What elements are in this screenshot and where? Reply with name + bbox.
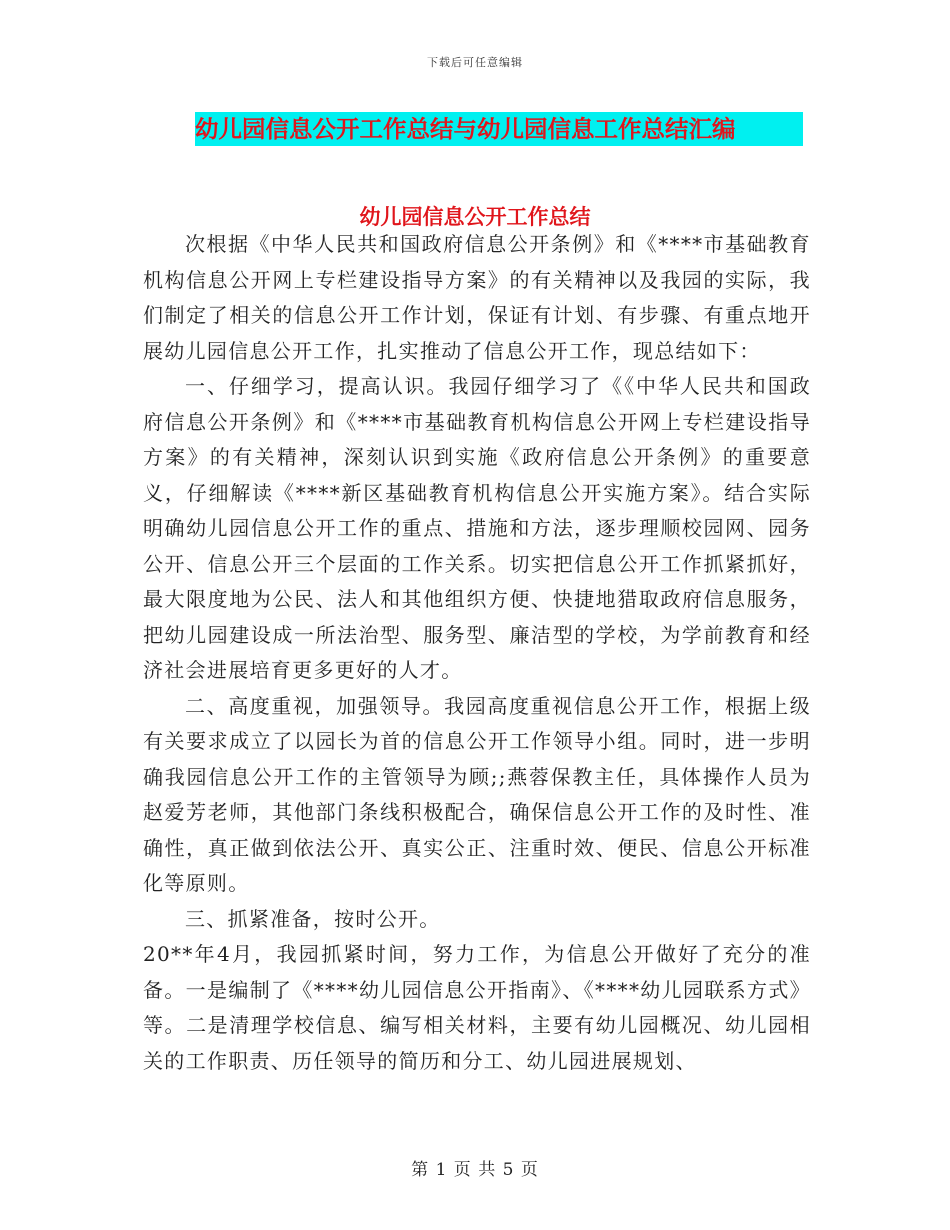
section-title: 幼儿园信息公开工作总结 [359,205,591,229]
page-header-note: 下载后可任意编辑 [427,56,523,69]
main-title-highlight [195,112,803,146]
paragraph-leadership: 二、高度重视，加强领导。我园高度重视信息公开工作，根据上级有关要求成立了以园长为首的信息公开工作领导小组。同时，进一步明确我园信息公开工作的主管领导为顾;;燕蓉保教主任，具体操作人员为赵爱芳老师，其他部门条线积极配合，确保信息公开工作的及时性、准确性，真正做到依法公开、真实公正、注重时效、便民、信息公开标准化等原则。 [143,693,811,895]
document-body [143,227,811,1079]
paragraph-preparation: 20**年4月，我园抓紧时间，努力工作，为信息公开做好了充分的准备。一是编制了《****幼儿园信息公开指南》、《****幼儿园联系方式》等。二是清理学校信息、编写相关材料，主要有幼儿园概况、幼儿园相关的工作职责、历任领导的简历和分工、幼儿园进展规划、 [143,942,811,1073]
paragraph-intro: 次根据《中华人民共和国政府信息公开条例》和《****市基础教育机构信息公开网上专栏建设指导方案》的有关精神以及我园的实际，我们制定了相关的信息公开工作计划，保证有计划、有步骤、有重点地开展幼儿园信息公开工作，扎实推动了信息公开工作，现总结如下： [143,232,811,363]
page-number-footer: 第 1 页 共 5 页 [411,1160,539,1180]
paragraph-preparation-heading: 三、抓紧准备，按时公开。 [185,906,441,931]
paragraph-study: 一、仔细学习，提高认识。我园仔细学习了《《中华人民共和国政府信息公开条例》和《****市基础教育机构信息公开网上专栏建设指导方案》的有关精神，深刻认识到实施《政府信息公开条例》的重要意义，仔细解读《****新区基础教育机构信息公开实施方案》。结合实际明确幼儿园信息公开工作的重点、措施和方法，逐步理顺校园网、园务公开、信息公开三个层面的工作关系。切实把信息公开工作抓紧抓好，最大限度地为公民、法人和其他组织方便、快捷地猎取政府信息服务，把幼儿园建设成一所法治型、服务型、廉洁型的学校，为学前教育和经济社会进展培育更多更好的人才。 [143,374,811,682]
main-title: 幼儿园信息公开工作总结与幼儿园信息工作总结汇编 [195,115,736,143]
